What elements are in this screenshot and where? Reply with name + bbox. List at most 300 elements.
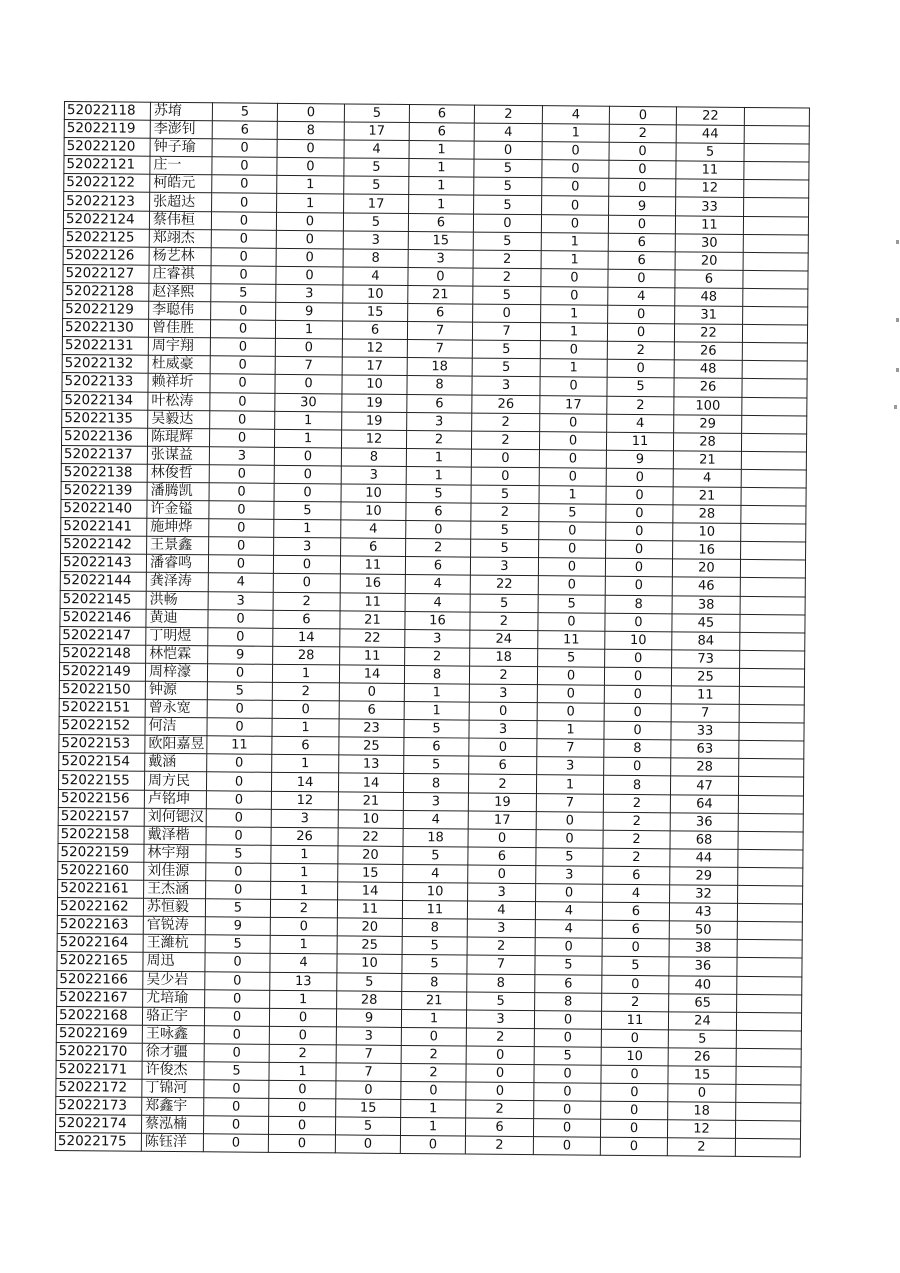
score-cell: 0: [608, 305, 675, 324]
score-cell: 2: [467, 937, 535, 956]
student-id-cell: 52022151: [59, 699, 145, 718]
student-id-cell: 52022123: [64, 192, 150, 211]
score-cell: 8: [277, 121, 344, 140]
score-cell: 25: [339, 737, 404, 756]
score-cell: 5: [535, 956, 602, 975]
score-cell: 8: [603, 776, 670, 795]
empty-cell: [741, 505, 806, 524]
score-cell: 0: [533, 1137, 600, 1156]
score-cell: 12: [341, 430, 406, 449]
score-cell: 0: [607, 323, 674, 342]
score-cell: 0: [542, 196, 609, 215]
empty-cell: [743, 216, 808, 235]
score-cell: 7: [472, 322, 540, 341]
score-cell: 4: [542, 106, 609, 125]
score-cell: 1: [272, 664, 339, 683]
empty-cell: [739, 723, 804, 742]
score-cell: 2: [401, 1063, 466, 1082]
score-cell: 0: [274, 447, 341, 466]
score-cell: 3: [403, 792, 468, 811]
score-cell: 0: [608, 215, 675, 234]
score-cell: 12: [342, 339, 407, 358]
score-cell: 0: [534, 1083, 601, 1102]
score-cell: 5: [205, 899, 270, 918]
score-cell: 1: [401, 1009, 466, 1028]
score-cell: 2: [471, 503, 539, 522]
score-cell: 7: [336, 1063, 401, 1082]
total-score-cell: 100: [674, 396, 742, 415]
score-cell: 3: [470, 557, 538, 576]
student-id-cell: 52022170: [56, 1042, 142, 1061]
score-cell: 1: [541, 250, 608, 269]
score-cell: 3: [472, 376, 540, 395]
score-cell: 18: [470, 648, 538, 667]
score-cell: 8: [407, 376, 472, 395]
score-cell: 0: [606, 522, 673, 541]
score-cell: 0: [209, 483, 274, 502]
total-score-cell: 28: [673, 505, 741, 524]
score-cell: 21: [338, 791, 403, 810]
score-cell: 10: [403, 883, 468, 902]
score-cell: 9: [606, 450, 673, 469]
score-cell: 0: [274, 483, 341, 502]
total-score-cell: 30: [675, 233, 743, 252]
student-name-cell: 骆正宇: [142, 1007, 204, 1026]
score-cell: 6: [409, 123, 474, 142]
score-cell: 8: [402, 973, 467, 992]
score-cell: 4: [341, 520, 406, 539]
score-cell: 5: [538, 594, 605, 613]
score-cell: 3: [467, 919, 535, 938]
score-cell: 1: [272, 719, 339, 738]
empty-cell: [737, 922, 802, 941]
score-cell: 6: [272, 737, 339, 756]
score-cell: 6: [469, 756, 537, 775]
score-cell: 5: [471, 485, 539, 504]
empty-cell: [739, 759, 804, 778]
total-score-cell: 45: [672, 613, 740, 632]
student-id-cell: 52022163: [57, 916, 143, 935]
score-cell: 0: [204, 1080, 269, 1099]
score-cell: 5: [205, 935, 270, 954]
score-cell: 14: [339, 665, 404, 684]
score-cell: 0: [541, 214, 608, 233]
score-cell: 0: [209, 537, 274, 556]
score-cell: 0: [601, 1083, 668, 1102]
student-name-cell: 吴毅达: [148, 410, 210, 429]
empty-cell: [743, 252, 808, 271]
score-cell: 30: [275, 393, 342, 412]
score-cell: 2: [270, 899, 337, 918]
score-cell: 3: [537, 757, 604, 776]
score-cell: 0: [277, 158, 344, 177]
score-cell: 0: [205, 989, 270, 1008]
student-name-cell: 尤培瑜: [143, 989, 205, 1008]
total-score-cell: 29: [674, 414, 742, 433]
score-cell: 0: [466, 1064, 534, 1083]
score-cell: 5: [404, 720, 469, 739]
score-cell: 0: [471, 449, 539, 468]
student-id-cell: 52022150: [59, 680, 145, 699]
score-cell: 13: [339, 755, 404, 774]
score-cell: 0: [269, 1008, 336, 1027]
empty-cell: [744, 144, 809, 163]
score-cell: 7: [536, 793, 603, 812]
score-cell: 1: [409, 177, 474, 196]
score-cell: 0: [601, 1029, 668, 1048]
score-cell: 8: [343, 249, 408, 268]
score-cell: 0: [536, 884, 603, 903]
student-name-cell: 林宇翔: [144, 844, 206, 863]
score-cell: 0: [210, 320, 275, 339]
score-cell: 5: [536, 847, 603, 866]
empty-cell: [741, 542, 806, 561]
score-cell: 17: [342, 357, 407, 376]
score-cell: 0: [534, 1028, 601, 1047]
total-score-cell: 28: [673, 433, 741, 452]
total-score-cell: 31: [675, 306, 743, 325]
total-score-cell: 12: [676, 179, 744, 198]
score-cell: 0: [538, 612, 605, 631]
score-cell: 5: [274, 501, 341, 520]
score-cell: 2: [603, 830, 670, 849]
score-cell: 0: [204, 1007, 269, 1026]
score-cell: 2: [473, 250, 541, 269]
score-cell: 1: [270, 936, 337, 955]
total-score-cell: 26: [668, 1048, 736, 1067]
score-cell: 0: [534, 1101, 601, 1120]
score-cell: 6: [406, 503, 471, 522]
score-cell: 0: [208, 609, 273, 628]
score-cell: 0: [474, 141, 542, 160]
score-cell: 2: [272, 682, 339, 701]
score-cell: 10: [341, 484, 406, 503]
score-cell: 1: [406, 448, 471, 467]
empty-cell: [744, 180, 809, 199]
total-score-cell: 48: [675, 288, 743, 307]
score-cell: 0: [602, 975, 669, 994]
score-cell: 2: [471, 431, 539, 450]
total-score-cell: 20: [672, 559, 740, 578]
student-id-cell: 52022175: [55, 1133, 141, 1152]
score-cell: 19: [342, 393, 407, 412]
score-cell: 2: [474, 105, 542, 124]
score-cell: 2: [466, 1100, 534, 1119]
score-cell: 5: [206, 845, 271, 864]
score-cell: 11: [337, 900, 402, 919]
score-cell: 5: [467, 992, 535, 1011]
total-score-cell: 21: [673, 487, 741, 506]
score-cell: 2: [465, 1136, 533, 1155]
score-cell: 10: [601, 1047, 668, 1066]
table-body: [55, 102, 809, 1158]
student-name-cell: 钟源: [145, 681, 207, 700]
score-cell: 0: [609, 179, 676, 198]
total-score-cell: 36: [669, 957, 737, 976]
score-cell: 1: [409, 141, 474, 160]
score-cell: 2: [607, 341, 674, 360]
score-cell: 9: [205, 917, 270, 936]
score-cell: 0: [211, 266, 276, 285]
total-score-cell: 65: [669, 993, 737, 1012]
score-cell: 0: [600, 1138, 667, 1157]
score-cell: 11: [601, 1011, 668, 1030]
score-cell: 0: [203, 1134, 268, 1153]
score-cell: 0: [336, 1081, 401, 1100]
score-cell: 5: [344, 104, 409, 123]
score-cell: 5: [473, 232, 541, 251]
score-cell: 0: [276, 266, 343, 285]
total-score-cell: 22: [676, 107, 744, 126]
total-score-cell: 32: [670, 885, 738, 904]
score-cell: 9: [609, 197, 676, 216]
score-cell: 0: [206, 808, 271, 827]
empty-cell: [737, 976, 802, 995]
score-cell: 0: [272, 700, 339, 719]
score-cell: 20: [338, 846, 403, 865]
empty-cell: [737, 958, 802, 977]
score-cell: 0: [601, 1065, 668, 1084]
student-id-cell: 52022148: [60, 644, 146, 663]
score-cell: 6: [407, 394, 472, 413]
score-cell: 1: [274, 429, 341, 448]
score-cell: 2: [470, 612, 538, 631]
student-name-cell: 赖祥圻: [148, 374, 210, 393]
empty-cell: [736, 1084, 801, 1103]
score-cell: 0: [605, 649, 672, 668]
student-name-cell: 曾佳胜: [148, 319, 210, 338]
score-cell: 3: [271, 809, 338, 828]
scan-mark: [896, 318, 899, 322]
total-score-cell: 25: [671, 668, 739, 687]
score-cell: 2: [273, 592, 340, 611]
student-name-cell: 吴少岩: [143, 971, 205, 990]
score-cell: 0: [604, 685, 671, 704]
empty-cell: [736, 1012, 801, 1031]
score-cell: 0: [537, 685, 604, 704]
empty-cell: [744, 162, 809, 181]
score-cell: 1: [537, 721, 604, 740]
score-cell: 6: [603, 866, 670, 885]
score-cell: 0: [209, 428, 274, 447]
score-cell: 0: [277, 103, 344, 122]
score-cell: 1: [540, 359, 607, 378]
total-score-cell: 26: [674, 342, 742, 361]
score-cell: 0: [604, 667, 671, 686]
empty-cell: [743, 270, 808, 289]
score-cell: 0: [540, 413, 607, 432]
student-name-cell: 钟子瑜: [150, 138, 212, 157]
student-id-cell: 52022158: [58, 825, 144, 844]
score-cell: 0: [268, 1117, 335, 1136]
empty-cell: [735, 1139, 800, 1158]
score-cell: 0: [211, 229, 276, 248]
empty-cell: [736, 1030, 801, 1049]
student-name-cell: 欧阳嘉昱: [145, 736, 207, 755]
student-id-cell: 52022131: [62, 337, 148, 356]
student-name-cell: 庄睿祺: [149, 265, 211, 284]
score-cell: 0: [408, 267, 473, 286]
student-name-cell: 苏堉: [150, 102, 212, 121]
total-score-cell: 38: [672, 595, 740, 614]
student-id-cell: 52022133: [62, 373, 148, 392]
student-id-cell: 52022129: [63, 301, 149, 320]
score-cell: 8: [604, 740, 671, 759]
empty-cell: [741, 469, 806, 488]
student-id-cell: 52022120: [64, 138, 150, 157]
score-cell: 5: [473, 286, 541, 305]
score-cell: 0: [276, 212, 343, 231]
total-score-cell: 5: [676, 143, 744, 162]
score-cell: 19: [342, 412, 407, 431]
score-cell: 11: [538, 630, 605, 649]
score-cell: 6: [341, 538, 406, 557]
total-score-cell: 38: [669, 939, 737, 958]
score-cell: 4: [607, 414, 674, 433]
score-cell: 0: [468, 865, 536, 884]
score-cell: 1: [536, 775, 603, 794]
total-score-cell: 22: [674, 324, 742, 343]
total-score-cell: 21: [673, 451, 741, 470]
score-cell: 0: [211, 248, 276, 267]
score-cell: 0: [536, 811, 603, 830]
score-cell: 21: [408, 285, 473, 304]
score-cell: 0: [205, 953, 270, 972]
score-cell: 14: [273, 628, 340, 647]
score-cell: 0: [541, 269, 608, 288]
score-cell: 14: [338, 882, 403, 901]
score-cell: 20: [337, 918, 402, 937]
empty-cell: [738, 777, 803, 796]
score-cell: 0: [604, 758, 671, 777]
score-cell: 0: [605, 577, 672, 596]
total-score-cell: 68: [670, 831, 738, 850]
score-cell: 5: [471, 539, 539, 558]
score-cell: 15: [408, 231, 473, 250]
score-cell: 1: [404, 702, 469, 721]
total-score-cell: 26: [674, 378, 742, 397]
student-name-cell: 赵泽熙: [149, 283, 211, 302]
student-id-cell: 52022122: [64, 174, 150, 193]
score-cell: 3: [274, 538, 341, 557]
score-cell: 0: [533, 1119, 600, 1138]
empty-cell: [742, 397, 807, 416]
score-cell: 5: [404, 756, 469, 775]
empty-cell: [744, 126, 809, 145]
score-cell: 0: [602, 939, 669, 958]
score-cell: 1: [272, 755, 339, 774]
student-name-cell: 周迅: [143, 953, 205, 972]
score-cell: 7: [467, 955, 535, 974]
score-cell: 6: [535, 974, 602, 993]
scan-mark: [896, 240, 899, 244]
score-cell: 0: [539, 431, 606, 450]
score-cell: 4: [270, 954, 337, 973]
score-cell: 1: [406, 466, 471, 485]
score-cell: 4: [344, 140, 409, 159]
student-name-cell: 林俊哲: [147, 464, 209, 483]
empty-cell: [738, 885, 803, 904]
score-cell: 0: [335, 1135, 400, 1154]
score-cell: 4: [403, 810, 468, 829]
score-cell: 5: [472, 358, 540, 377]
score-cell: 6: [212, 121, 277, 140]
score-cell: 0: [206, 863, 271, 882]
score-cell: 0: [270, 918, 337, 937]
score-cell: 0: [537, 667, 604, 686]
score-cell: 3: [536, 866, 603, 885]
score-cell: 3: [405, 629, 470, 648]
score-cell: 5: [212, 103, 277, 122]
score-cell: 0: [471, 467, 539, 486]
score-cell: 0: [468, 829, 536, 848]
total-score-cell: 15: [668, 1066, 736, 1085]
empty-cell: [740, 560, 805, 579]
score-cell: 6: [602, 920, 669, 939]
empty-cell: [741, 451, 806, 470]
student-id-cell: 52022132: [62, 355, 148, 374]
student-id-cell: 52022161: [58, 880, 144, 899]
score-cell: 11: [340, 556, 405, 575]
score-cell: 0: [604, 721, 671, 740]
student-name-cell: 王咏鑫: [142, 1025, 204, 1044]
score-cell: 5: [534, 1047, 601, 1066]
empty-cell: [743, 306, 808, 325]
score-cell: 4: [608, 287, 675, 306]
score-cell: 0: [204, 1026, 269, 1045]
empty-cell: [740, 596, 805, 615]
score-cell: 0: [473, 214, 541, 233]
student-id-cell: 52022138: [61, 463, 147, 482]
score-cell: 5: [470, 594, 538, 613]
score-cell: 1: [271, 845, 338, 864]
score-cell: 0: [275, 339, 342, 358]
score-cell: 5: [474, 196, 542, 215]
empty-cell: [743, 288, 808, 307]
total-score-cell: 5: [668, 1030, 736, 1049]
score-cell: 0: [538, 558, 605, 577]
score-cell: 1: [271, 881, 338, 900]
score-cell: 1: [404, 683, 469, 702]
empty-cell: [738, 867, 803, 886]
student-id-cell: 52022124: [63, 210, 149, 229]
score-cell: 0: [540, 377, 607, 396]
score-cell: 0: [538, 576, 605, 595]
score-cell: 10: [338, 810, 403, 829]
score-cell: 2: [405, 647, 470, 666]
empty-cell: [737, 994, 802, 1013]
score-cell: 5: [402, 955, 467, 974]
empty-cell: [740, 650, 805, 669]
score-table: [55, 101, 810, 1158]
total-score-cell: 4: [673, 469, 741, 488]
score-cell: 1: [275, 320, 342, 339]
score-cell: 5: [343, 213, 408, 232]
empty-cell: [739, 705, 804, 724]
empty-cell: [738, 813, 803, 832]
score-cell: 4: [208, 573, 273, 592]
score-cell: 0: [542, 160, 609, 179]
total-score-cell: 84: [672, 632, 740, 651]
score-cell: 0: [601, 1101, 668, 1120]
empty-cell: [738, 795, 803, 814]
score-cell: 0: [607, 360, 674, 379]
student-id-cell: 52022174: [55, 1115, 141, 1134]
score-cell: 0: [473, 304, 541, 323]
score-cell: 0: [209, 501, 274, 520]
student-name-cell: 刘佳源: [144, 862, 206, 881]
student-id-cell: 52022146: [60, 608, 146, 627]
